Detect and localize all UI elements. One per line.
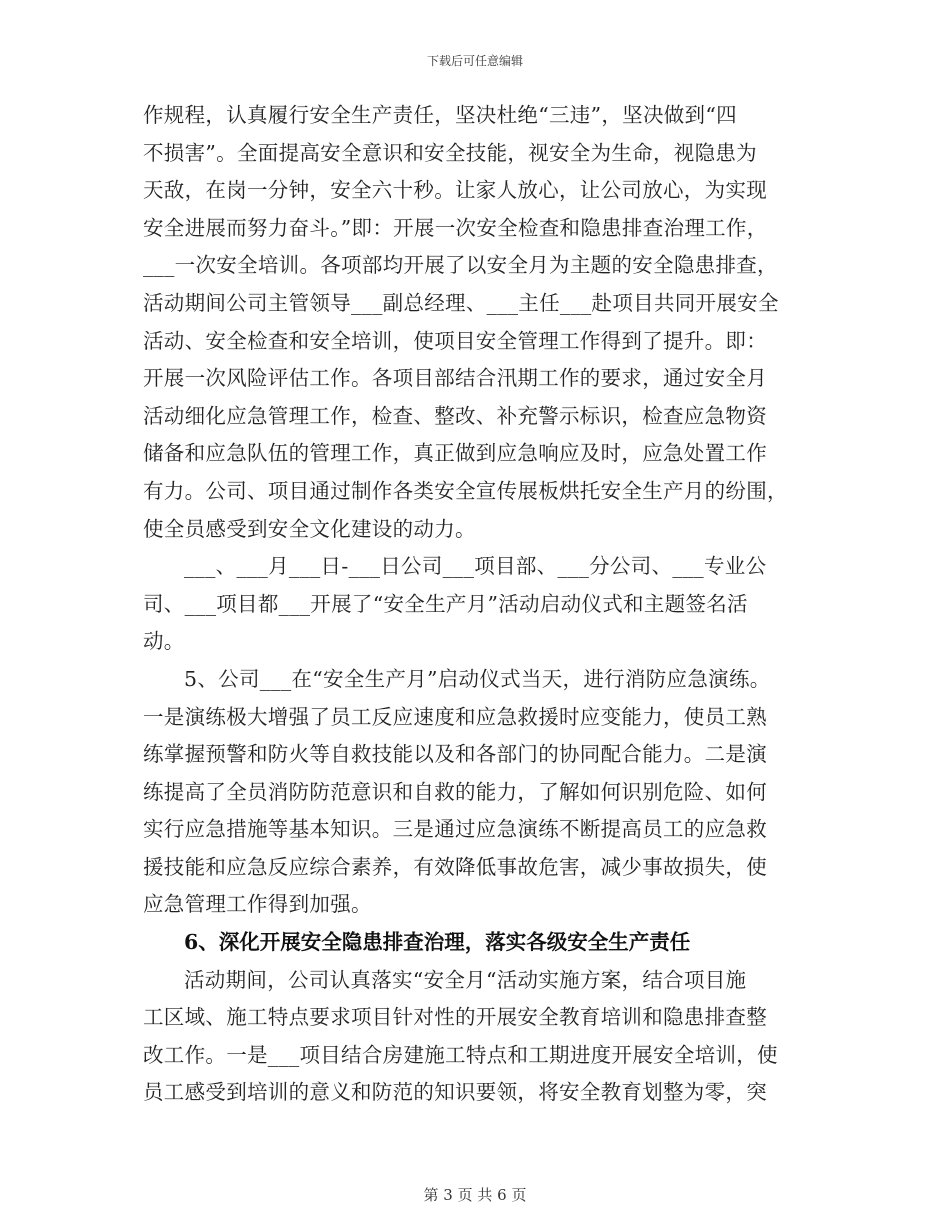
text-line: 动。 xyxy=(143,629,185,654)
text-line: 实行应急措施等基本知识。三是通过应急演练不断提高员工的应急救 xyxy=(143,817,767,842)
text-line: 练提高了全员消防防范意识和自救的能力，了解如何识别危险、如何 xyxy=(143,779,767,804)
paragraph-3 xyxy=(143,661,808,924)
text-line: 援技能和应急反应综合素养，有效降低事故危害，减少事故损失，使 xyxy=(143,854,767,879)
paragraph-1 xyxy=(143,97,808,548)
text-line: 应急管理工作得到加强。 xyxy=(143,892,372,917)
text-line: 作规程，认真履行安全生产责任，坚决杜绝“三违”，坚决做到“四 xyxy=(143,103,737,127)
page-header: 下载后可任意编辑 xyxy=(426,54,523,68)
text-line: 5、公司___在“安全生产月”启动仪式当天，进行消防应急演练。 xyxy=(184,666,771,691)
text-line: 工区域、施工特点要求项目针对性的开展安全教育培训和隐患排查整 xyxy=(143,1005,767,1030)
page-footer: 第 3 页 共 6 页 xyxy=(423,1186,527,1204)
paragraph-2 xyxy=(143,548,808,661)
document-body xyxy=(143,97,808,1112)
text-line: 活动细化应急管理工作，检查、整改、补充警示标识，检查应急物资 xyxy=(143,403,767,428)
text-line: 活动期间公司主管领导___副总经理、___主任___赴项目共同开展安全 xyxy=(143,290,779,315)
text-line: 练掌握预警和防火等自救技能以及和各部门的协同配合能力。二是演 xyxy=(143,742,767,767)
text-line: ___一次安全培训。各项部均开展了以安全月为主题的安全隐患排查， xyxy=(143,253,778,278)
text-line: 一是演练极大增强了员工反应速度和应急救援时应变能力，使员工熟 xyxy=(143,704,767,729)
text-line: 不损害”。全面提高安全意识和安全技能，视安全为生命，视隐患为 xyxy=(143,140,757,165)
text-line: 储备和应急队伍的管理工作，真正做到应急响应及时，应急处置工作 xyxy=(143,441,767,466)
text-line: 司、___项目都___开展了“安全生产月”活动启动仪式和主题签名活 xyxy=(143,591,748,616)
text-line: 活动期间，公司认真落实“安全月“活动实施方案，结合项目施 xyxy=(184,967,747,992)
text-line: 天敌，在岗一分钟，安全六十秒。让家人放心，让公司放心，为实现 xyxy=(143,178,767,203)
text-line: 使全员感受到安全文化建设的动力。 xyxy=(143,516,476,541)
text-line: 活动、安全检查和安全培训，使项目安全管理工作得到了提升。即： xyxy=(143,328,767,353)
text-line: 有力。公司、项目通过制作各类安全宣传展板烘托安全生产月的纷围， xyxy=(143,478,788,503)
text-line: 改工作。一是___项目结合房建施工特点和工期进度开展安全培训，使 xyxy=(143,1042,778,1067)
paragraph-4 xyxy=(143,962,808,1112)
text-line: 开展一次风险评估工作。各项目部结合汛期工作的要求，通过安全月 xyxy=(143,366,767,391)
text-line: ___、___月___日-___日公司___项目部、___分公司、___专业公 xyxy=(184,554,767,579)
text-line: 员工感受到培训的意义和防范的知识要领，将安全教育划整为零，突 xyxy=(143,1080,767,1105)
section-heading: 6、深化开展安全隐患排查治理，落实各级安全生产责任 xyxy=(184,930,691,955)
text-line: 安全进展而努力奋斗。”即：开展一次安全检查和隐患排查治理工作， xyxy=(143,215,768,240)
